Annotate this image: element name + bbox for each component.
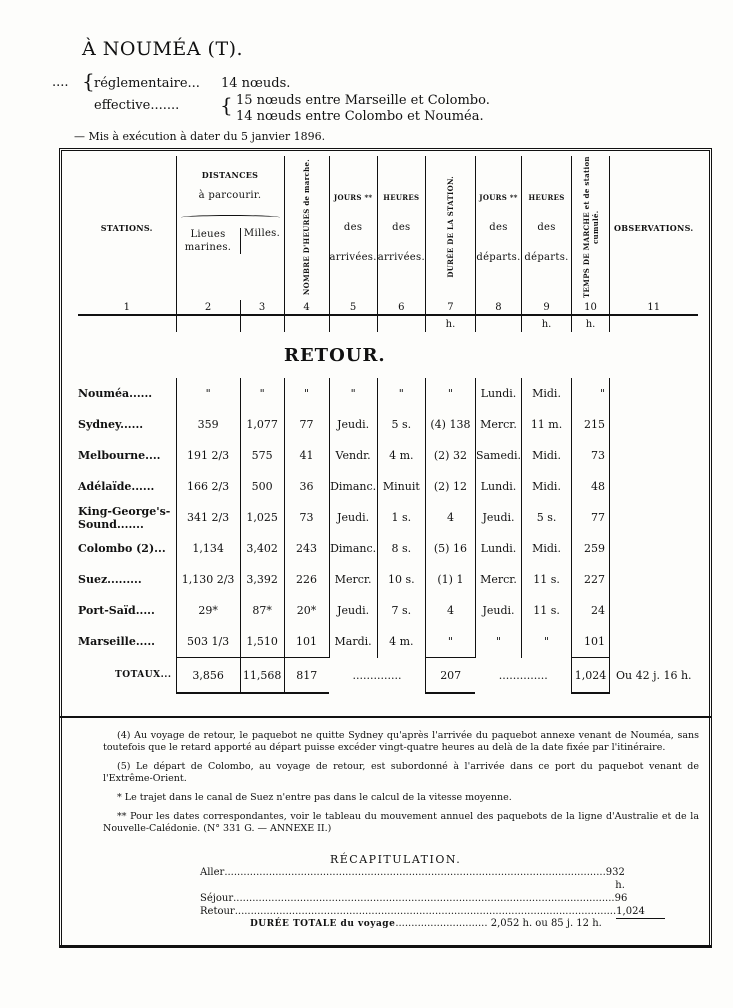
- cell-cumul: 101: [572, 626, 610, 658]
- cell-lieues: 1,130 2/3: [176, 564, 240, 595]
- schedule-table: [78, 156, 698, 694]
- cell-station: Marseille.....: [78, 635, 155, 649]
- cell-jour-dep: Lundi.: [475, 533, 521, 564]
- cell-heure-arr: 4 m.: [377, 440, 425, 471]
- header-jours-arrivees: JOURS ** des arrivées.: [329, 156, 377, 300]
- table-row: [78, 471, 698, 502]
- total-duration-label: DURÉE TOTALE du voyage: [250, 919, 396, 929]
- cell-heure-dep: Midi.: [522, 378, 572, 409]
- recap-retour-value: 1,024: [616, 905, 665, 919]
- col-number: 6: [377, 300, 425, 315]
- table-body: [78, 378, 698, 658]
- header-distances: DISTANCES à parcourir. Lieues marines. Milles.: [176, 156, 284, 300]
- cell-station: Sydney......: [78, 418, 144, 431]
- cell-lieues: 166 2/3: [176, 471, 240, 502]
- cell-milles: 87*: [240, 595, 284, 626]
- cell-cumul: 227: [572, 564, 610, 595]
- col-number: 8: [475, 300, 521, 315]
- effective-line-2: 14 nœuds entre Colombo et Nouméa.: [236, 109, 484, 124]
- header-heures-departs: HEURES des départs.: [522, 156, 572, 300]
- unit-hours: h.: [425, 315, 475, 332]
- cell-observations: [610, 471, 698, 502]
- header-temps-marche: TEMPS DE MARCHE et de station cumulé.: [572, 156, 610, 300]
- cell-milles: 575: [240, 440, 284, 471]
- cell-lieues: 359: [176, 409, 240, 440]
- reglementaire-label: réglementaire...: [94, 76, 200, 91]
- speed-dots: ....: [52, 75, 69, 90]
- cell-heure-dep: 11 s.: [522, 595, 572, 626]
- cell-cumul: 259: [572, 533, 610, 564]
- cell-jour-dep: Jeudi.: [475, 502, 521, 533]
- speed-brace: {: [82, 69, 95, 93]
- header-lieues: Lieues marines.: [184, 229, 232, 253]
- cell-lieues: 503 1/3: [176, 626, 240, 658]
- header-jours-departs: JOURS ** des départs.: [475, 156, 521, 300]
- effective-line-1: 15 nœuds entre Marseille et Colombo.: [236, 93, 490, 108]
- cell-observations: [610, 440, 698, 471]
- cell-milles: 1,025: [240, 502, 284, 533]
- effective-brace: {: [220, 93, 233, 117]
- cell-observations: [610, 502, 698, 533]
- col-number: 2: [176, 300, 240, 315]
- footnote-4: (4) Au voyage de retour, le paquebot ne quitte Sydney qu'après l'arrivée du paquebot annexe venant de Nouméa, sans toutefois que le retard apporté au départ puisse excéder vingt-quatre heures au delà de la date fixée par l'itinéraire.: [103, 730, 699, 753]
- footnotes: [103, 730, 699, 842]
- cell-heures: 226: [284, 564, 329, 595]
- cell-station: Adélaïde......: [78, 480, 155, 493]
- effective-label: effective.......: [94, 98, 180, 113]
- total-duree: 207: [425, 658, 475, 694]
- cell-observations: [610, 409, 698, 440]
- table-row: [78, 378, 698, 409]
- cell-station: Melbourne....: [78, 449, 161, 462]
- cell-station: Nouméa......: [78, 387, 153, 400]
- cell-lieues: 341 2/3: [176, 502, 240, 533]
- cell-heures: 73: [284, 502, 329, 533]
- cell-station: King-George's-Sound.......: [78, 504, 171, 531]
- cell-duree: (5) 16: [425, 533, 475, 564]
- total-duration-value: 2,052 h. ou 85 j. 12 h.: [490, 918, 602, 929]
- reglementaire-value: 14 nœuds.: [221, 76, 291, 91]
- table-row: [78, 533, 698, 564]
- cell-lieues: ": [176, 378, 240, 409]
- footnote-5: (5) Le départ de Colombo, au voyage de retour, est subordonné à l'arrivée dans ce port du paquebot venant de l'Extrême-Orient.: [103, 761, 699, 784]
- cell-jour-arr: Dimanc.: [329, 533, 377, 564]
- cell-heures: 101: [284, 626, 329, 658]
- col-number: 1: [123, 301, 130, 313]
- cell-heures: 41: [284, 440, 329, 471]
- cell-heures: ": [284, 378, 329, 409]
- header-heures-marche: NOMBRE D'HEURES de marche.: [284, 156, 329, 300]
- cell-heure-arr: 4 m.: [377, 626, 425, 658]
- cell-lieues: 191 2/3: [176, 440, 240, 471]
- cell-heure-arr: 5 s.: [377, 409, 425, 440]
- recap-title: RÉCAPITULATION.: [330, 853, 462, 866]
- cell-duree: ": [425, 626, 475, 658]
- recap-aller-value: 932 h.: [605, 867, 625, 891]
- cell-cumul: 48: [572, 471, 610, 502]
- footnote-double-star: ** Pour les dates correspondantes, voir le tableau du mouvement annuel des paquebots de la ligne d'Australie et de la Nouvelle-Calédonie. (N° 331 G. — ANNEXE II.): [103, 811, 699, 834]
- divider: [59, 716, 712, 718]
- footnote-star: * Le trajet dans le canal de Suez n'entre pas dans le calcul de la vitesse moyenne.: [117, 792, 512, 803]
- cell-milles: 3,402: [240, 533, 284, 564]
- table-row: [78, 595, 698, 626]
- cell-lieues: 1,134: [176, 533, 240, 564]
- cell-duree: (4) 138: [425, 409, 475, 440]
- recap-sejour-label: Séjour: [200, 893, 234, 904]
- bottom-rule: [59, 945, 712, 947]
- cell-heure-dep: 11 s.: [522, 564, 572, 595]
- cell-jour-dep: Lundi.: [475, 378, 521, 409]
- table-row: [78, 440, 698, 471]
- cell-duree: (1) 1: [425, 564, 475, 595]
- section-title: RETOUR.: [284, 344, 386, 366]
- col-number: 4: [284, 300, 329, 315]
- cell-jour-dep: Jeudi.: [475, 595, 521, 626]
- cell-heure-dep: Midi.: [522, 440, 572, 471]
- cell-heure-arr: ": [377, 378, 425, 409]
- col-number: 9: [522, 300, 572, 315]
- unit-hours: h.: [572, 315, 610, 332]
- cell-heure-dep: 5 s.: [522, 502, 572, 533]
- cell-heure-arr: 1 s.: [377, 502, 425, 533]
- total-milles: 11,568: [240, 658, 284, 694]
- cell-duree: ": [425, 378, 475, 409]
- recap-aller-label: Aller: [200, 867, 225, 878]
- totals-label: TOTAUX...: [115, 670, 172, 681]
- cell-station: Suez.........: [78, 573, 142, 586]
- cell-duree: (2) 32: [425, 440, 475, 471]
- cell-observations: [610, 626, 698, 658]
- table-row: [78, 626, 698, 658]
- header-milles: Milles.: [240, 228, 284, 254]
- total-dots: ..............: [352, 668, 402, 682]
- cell-milles: 3,392: [240, 564, 284, 595]
- col-number: 10: [572, 300, 610, 315]
- cell-observations: [610, 595, 698, 626]
- unit-hours: h.: [522, 315, 572, 332]
- total-lieues: 3,856: [176, 658, 240, 694]
- cell-station: Port-Saïd.....: [78, 604, 155, 617]
- total-observations: Ou 42 j. 16 h.: [610, 658, 698, 694]
- table-row: [78, 409, 698, 440]
- cell-jour-dep: Mercr.: [475, 409, 521, 440]
- cell-heure-dep: ": [522, 626, 572, 658]
- cell-jour-dep: ": [475, 626, 521, 658]
- header-observations: OBSERVATIONS.: [610, 156, 698, 300]
- cell-jour-arr: Jeudi.: [329, 595, 377, 626]
- col-number: 7: [425, 300, 475, 315]
- cell-jour-arr: Dimanc.: [329, 471, 377, 502]
- cell-observations: [610, 533, 698, 564]
- total-dots: ..............: [498, 668, 548, 682]
- cell-jour-arr: Jeudi.: [329, 502, 377, 533]
- cell-heure-arr: Minuit: [377, 471, 425, 502]
- cell-heure-arr: 7 s.: [377, 595, 425, 626]
- cell-milles: ": [240, 378, 284, 409]
- cell-milles: 1,077: [240, 409, 284, 440]
- cell-cumul: ": [572, 378, 610, 409]
- total-duration-dots: .............................: [395, 918, 488, 929]
- header-stations: STATIONS.: [100, 223, 153, 233]
- cell-heure-dep: Midi.: [522, 471, 572, 502]
- cell-jour-arr: Vendr.: [329, 440, 377, 471]
- cell-cumul: 24: [572, 595, 610, 626]
- col-number: 5: [329, 300, 377, 315]
- cell-lieues: 29*: [176, 595, 240, 626]
- cell-heure-arr: 8 s.: [377, 533, 425, 564]
- recap-retour-label: Retour: [200, 906, 235, 917]
- header-heures-arrivees: HEURES des arrivées.: [377, 156, 425, 300]
- recap: Aller ........................................................................................................................ 932 h. Séjour ........................................................................................................................ 96 Retour ........................................................................................................................ 1,024: [200, 866, 620, 919]
- cell-milles: 1,510: [240, 626, 284, 658]
- cell-cumul: 215: [572, 409, 610, 440]
- cell-heure-dep: 11 m.: [522, 409, 572, 440]
- total-cumul: 1,024: [572, 658, 610, 694]
- cell-heures: 77: [284, 409, 329, 440]
- table-row: [78, 564, 698, 595]
- cell-jour-arr: Mardi.: [329, 626, 377, 658]
- cell-cumul: 77: [572, 502, 610, 533]
- cell-heure-dep: Midi.: [522, 533, 572, 564]
- cell-heures: 36: [284, 471, 329, 502]
- cell-jour-dep: Mercr.: [475, 564, 521, 595]
- page-title: À NOUMÉA (T).: [82, 38, 244, 60]
- execution-date: — Mis à exécution à dater du 5 janvier 1896.: [74, 130, 326, 143]
- recap-sejour-value: 96: [614, 893, 628, 904]
- total-duration: [250, 918, 602, 929]
- cell-jour-arr: ": [329, 378, 377, 409]
- cell-jour-arr: Mercr.: [329, 564, 377, 595]
- col-number: 11: [610, 300, 698, 315]
- cell-jour-arr: Jeudi.: [329, 409, 377, 440]
- cell-station: Colombo (2)...: [78, 542, 166, 555]
- cell-heures: 20*: [284, 595, 329, 626]
- total-heures: 817: [284, 658, 329, 694]
- table-row: [78, 502, 698, 533]
- cell-duree: 4: [425, 502, 475, 533]
- header-duree-station: DURÉE DE LA STATION.: [425, 156, 475, 300]
- col-number: 3: [240, 300, 284, 315]
- cell-jour-dep: Lundi.: [475, 471, 521, 502]
- cell-jour-dep: Samedi.: [475, 440, 521, 471]
- cell-observations: [610, 564, 698, 595]
- cell-milles: 500: [240, 471, 284, 502]
- cell-duree: (2) 12: [425, 471, 475, 502]
- cell-observations: [610, 378, 698, 409]
- cell-heures: 243: [284, 533, 329, 564]
- cell-duree: 4: [425, 595, 475, 626]
- cell-cumul: 73: [572, 440, 610, 471]
- cell-heure-arr: 10 s.: [377, 564, 425, 595]
